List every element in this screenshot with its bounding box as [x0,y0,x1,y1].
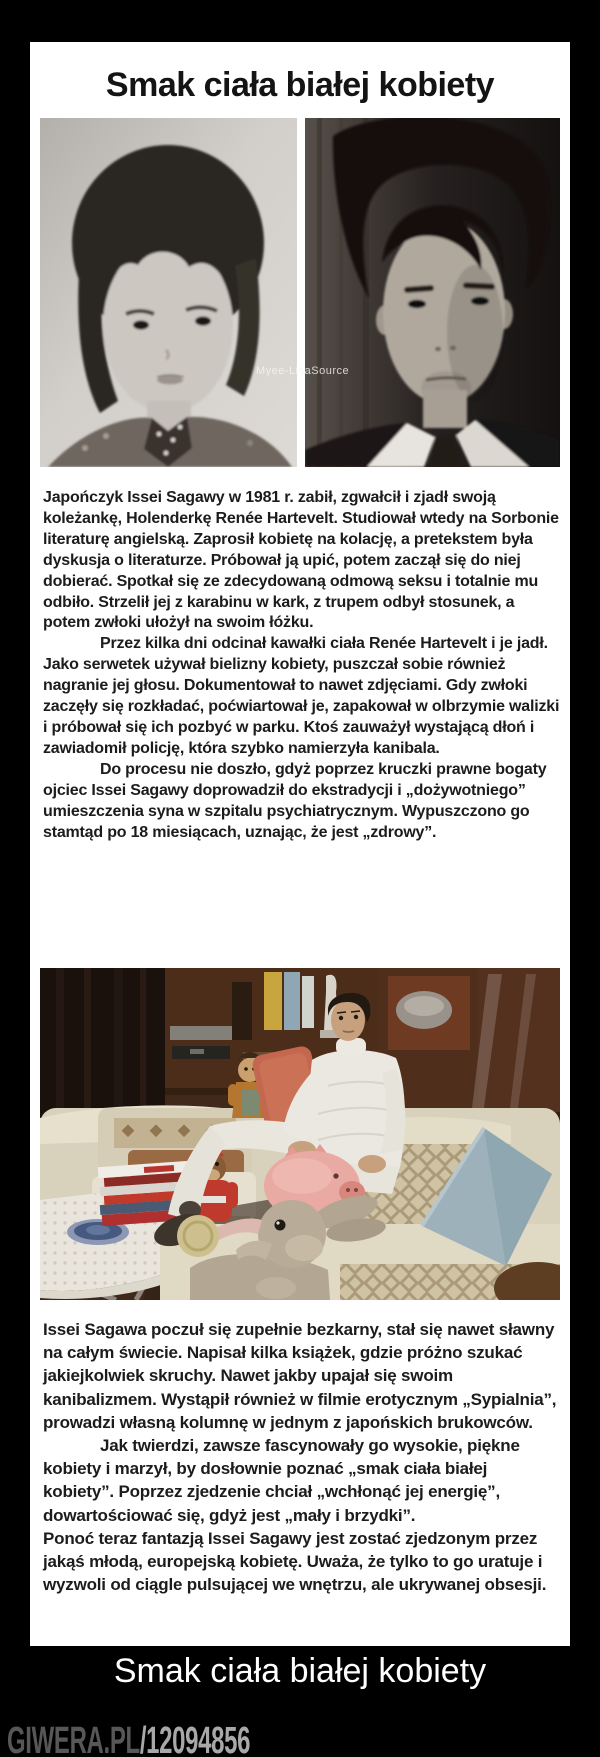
paragraph: Japończyk Issei Sagawy w 1981 r. zabił, zgwałcił i zjadł swoją koleżankę, Holenderkę Renée Hartevelt. Studiował wtedy na Sorbonie literaturę angielską. Zaprosił kobietę na kolację, a pretekstem była dyskusja o literaturze. Próbował ją upić, potem zaczął się do niej dobierać. Spotkał się ze zdecydowaną odmową seksu i totalnie mu odbiło. Strzelił jej z karabinu w kark, z trupem odbył stosunek, a potem zwłoki ułożył na swoim łóżku. [43,489,559,632]
photo-issei-sagawa [305,118,560,467]
footer-site-name: GIWERA.PL [7,1720,140,1757]
paragraph: Jak twierdzi, zawsze fascynowały go wysokie, piękne kobiety i marzył, by dosłownie poznać „smak ciała białej kobiety”. Poprzez zjedzenie chciał „wchłonąć jej energię”, dowartościować się, gdyż jest „mały i brzydki”. [43,1436,520,1525]
paragraph: Do procesu nie doszło, gdyż poprzez kruczki prawne bogaty ojciec Issei Sagawy doprowadził do ekstradycji i „dożywotniego” umieszczenia syna w szpitalu psychiatrycznym. Wypuszczono go stamtąd po 18 miesiącach, uznając, że jest „zdrowy”. [43,760,547,841]
meme-title: Smak ciała białej kobiety [105,66,495,104]
paragraph: Ponoć teraz fantazją Issei Sagawy jest zostać zjedzonym przez jakąś młodą, europejską kobietę. Uważa, że tylko to go uratuje i wyzwoli od ciągle pulsującej we wnętrzu, ale ukrywanej obsesji. [43,1528,547,1595]
story-text-2 [43,1318,560,1596]
couch-scene [40,968,560,1300]
footer-image-id: 12094856 [146,1720,251,1757]
photo-renee-hartevelt [40,118,297,467]
meme-card [30,42,570,1646]
photo-watermark: Myee-LisaSource [256,365,350,377]
couch-scene-illustration [40,968,560,1300]
portrait-woman-illustration [40,118,297,467]
site-footer [7,1722,250,1757]
photo-issei-couch [40,968,560,1300]
portrait-man-illustration [305,118,560,467]
story-text-1 [43,488,560,843]
portrait-photos [40,118,560,467]
caption-title: Smak ciała białej kobiety [113,1652,487,1690]
footer-separator: / [139,1720,147,1757]
paragraph: Issei Sagawa poczuł się zupełnie bezkarny, stał się nawet sławny na całym świecie. Napisał kilka książek, gdzie próżno szukać jakiejkolwiek skruchy. Nawet jakby upajał się swoim kanibalizmem. Wystąpił również w filmie erotycznym „Sypialnia”, prowadzi własną kolumnę w jednym z japońskich brukowców. [43,1320,557,1432]
paragraph: Przez kilka dni odcinał kawałki ciała Renée Hartevelt i je jadł. Jako serwetek używał bielizny kobiety, puszczał sobie również nagranie jej głosu. Dokumentował to nawet zdjęciami. Gdy zwłoki zaczęły się rozkładać, poćwiartował je, zapakował w olbrzymie walizki i próbował się ich pozbyć w parku. Ktoś zauważył wystającą dłoń i zawiadomił policję, która szybko namierzyła kanibala. [43,635,560,757]
